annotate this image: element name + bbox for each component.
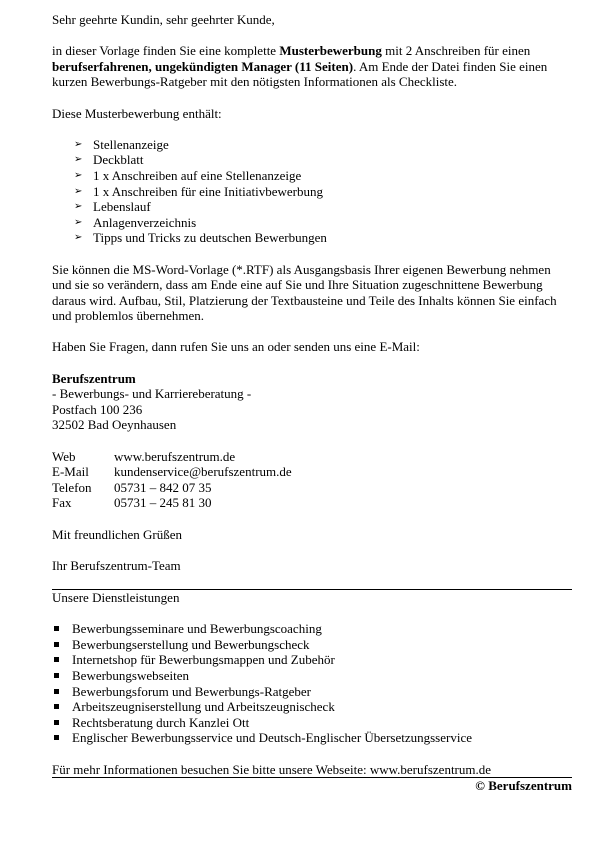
list-item: Englischer Bewerbungsservice und Deutsch-Englischer Übersetzungsservice [52, 730, 572, 746]
intro-text-2: mit 2 Anschreiben für einen [381, 43, 531, 59]
square-bullet-icon [54, 720, 59, 725]
arrow-bullet-icon: ➢ [74, 154, 83, 166]
company-name: Berufszentrum [52, 370, 136, 386]
company-street: Postfach 100 236 [52, 401, 143, 417]
contact-row [52, 480, 292, 496]
questions-paragraph: Haben Sie Fragen, dann rufen Sie uns an oder senden uns eine E-Mail: [52, 339, 420, 355]
list-item: ➢ 1 x Anschreiben für eine Initiativbewerbung [74, 183, 323, 199]
list-item: ➢ Deckblatt [74, 152, 144, 168]
square-bullet-icon [54, 689, 59, 694]
list-item: Bewerbungserstellung und Bewerbungscheck [52, 637, 572, 653]
company-address [52, 371, 572, 433]
phone-value: 05731 – 842 07 35 [114, 479, 212, 495]
square-bullet-icon [54, 642, 59, 647]
company-tagline: - Bewerbungs- und Karriereberatung - [52, 386, 252, 402]
salutation: Sehr geehrte Kundin, sehr geehrter Kunde, [52, 12, 275, 27]
list-item: ➢ Lebenslauf [74, 199, 151, 215]
arrow-bullet-icon: ➢ [74, 138, 83, 150]
company-city: 32502 Bad Oeynhausen [52, 417, 177, 433]
list-item: Internetshop für Bewerbungsmappen und Zubehör [52, 652, 572, 668]
contents-heading: Diese Musterbewerbung enthält: [52, 105, 222, 121]
contents-list [52, 137, 572, 246]
intro-bold-1: Musterbewerbung [279, 43, 382, 59]
square-bullet-icon [54, 626, 59, 631]
square-bullet-icon [54, 704, 59, 709]
contact-label: Fax [52, 495, 72, 511]
square-bullet-icon [54, 657, 59, 662]
contact-label: Web [52, 448, 76, 464]
intro-bold-2: berufserfahrenen, ungekündigten Manager (11 Seiten) [52, 58, 354, 74]
contact-label: Telefon [52, 479, 92, 495]
document-page [52, 12, 572, 794]
contact-row [52, 495, 292, 511]
contact-row [52, 449, 292, 465]
list-item: ➢ Stellenanzeige [74, 136, 169, 152]
intro-paragraph [52, 43, 572, 90]
list-item: ➢ Tipps und Tricks zu deutschen Bewerbungen [74, 230, 327, 246]
signature: Ihr Berufszentrum-Team [52, 557, 181, 573]
list-item: Bewerbungswebseiten [52, 668, 572, 684]
contact-table [52, 449, 292, 511]
copyright: © Berufszentrum [475, 778, 572, 794]
list-item: Bewerbungsseminare und Bewerbungscoaching [52, 621, 572, 637]
services-heading: Unsere Dienstleistungen [52, 589, 180, 605]
intro-text-1: in dieser Vorlage finden Sie eine komplette [52, 43, 280, 59]
list-item: ➢ 1 x Anschreiben auf eine Stellenanzeige [74, 167, 302, 183]
list-item: Arbeitszeugniserstellung und Arbeitszeugnischeck [52, 699, 572, 715]
arrow-bullet-icon: ➢ [74, 201, 83, 213]
arrow-bullet-icon: ➢ [74, 185, 83, 197]
closing: Mit freundlichen Grüßen [52, 526, 182, 542]
web-link[interactable]: www.berufszentrum.de [114, 448, 236, 464]
arrow-bullet-icon: ➢ [74, 216, 83, 228]
square-bullet-icon [54, 673, 59, 678]
email-link[interactable]: kundenservice@berufszentrum.de [114, 464, 292, 480]
intro-text-3: . Am Ende der Datei finden Sie einen kurzen Bewerbungs-Ratgeber mit den nötigsten Informationen als Checkliste. [52, 58, 548, 90]
list-item: Rechtsberatung durch Kanzlei Ott [52, 715, 572, 731]
usage-paragraph: Sie können die MS-Word-Vorlage (*.RTF) als Ausgangsbasis Ihrer eigenen Bewerbung nehmen und sie so verändern, dass am Ende eine auf Sie und Ihre Situation zugeschnittene Bewerbung daraus wird. Aufbau, Stil, Platzierung der Textbausteine und Teile des Inhalts können Sie einfach und problemlos übernehmen. [52, 261, 557, 324]
square-bullet-icon [54, 735, 59, 740]
arrow-bullet-icon: ➢ [74, 169, 83, 181]
contact-row [52, 464, 292, 480]
list-item: ➢ Anlagenverzeichnis [74, 214, 197, 230]
fax-value: 05731 – 245 81 30 [114, 495, 212, 511]
list-item: Bewerbungsforum und Bewerbungs-Ratgeber [52, 684, 572, 700]
more-info-link[interactable]: Für mehr Informationen besuchen Sie bitte unsere Webseite: www.berufszentrum.de [52, 761, 492, 777]
services-list [52, 621, 572, 746]
contact-label: E-Mail [52, 464, 89, 480]
arrow-bullet-icon: ➢ [74, 232, 83, 244]
